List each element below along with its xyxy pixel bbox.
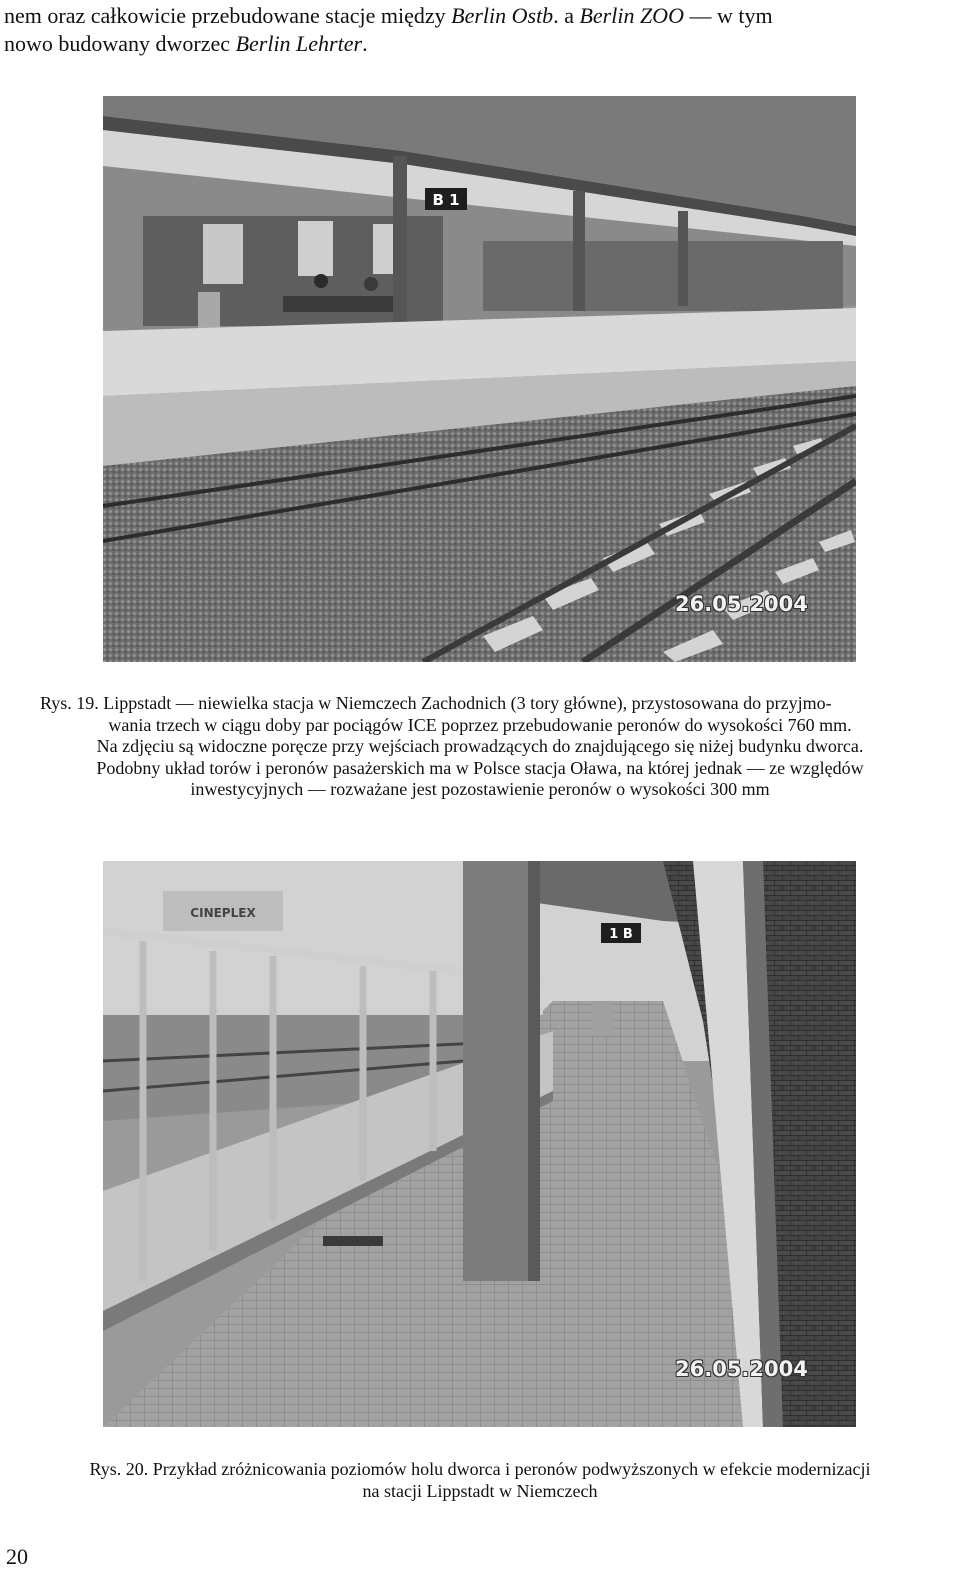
caption-line: Rys. 19. Lippstadt — niewielka stacja w Niemczech Zachodnich (3 tory główne), przystosowana do przyjmo- — [40, 693, 832, 713]
caption-line: wania trzech w ciągu doby par pociągów ICE poprzez przebudowanie peronów do wysokości 760 mm. — [108, 714, 852, 735]
figure-20-caption — [8, 1459, 952, 1502]
photo-station-tracks-illustration — [103, 96, 856, 662]
page-number: 20 — [6, 1544, 28, 1569]
figure-19-caption — [8, 693, 952, 801]
photo-platform-walkway-illustration — [103, 861, 856, 1427]
intro-line-1: nem oraz całkowicie przebudowane stacje między Berlin Ostb. a Berlin ZOO — w tym — [4, 3, 773, 28]
caption-line: na stacji Lippstadt w Niemczech — [362, 1480, 598, 1501]
photo-platform-walkway — [103, 861, 856, 1427]
caption-line: inwestycyjnych — rozważane jest pozostawienie peronów o wysokości 300 mm — [190, 779, 770, 799]
caption-line: Na zdjęciu są widoczne poręcze przy wejściach prowadzących do znajdującego się niżej budynku dworca. — [96, 736, 864, 756]
photo-date-stamp: 26.05.2004 — [675, 592, 808, 616]
caption-line: Podobny układ torów i peronów pasażerskich ma w Polsce stacja Oława, na której jednak — ze względów — [96, 757, 864, 778]
photo-station-tracks — [103, 96, 856, 662]
photo-date-stamp: 26.05.2004 — [675, 1357, 808, 1381]
billboard-cineplex: CINEPLEX — [190, 906, 256, 920]
intro-paragraph — [4, 2, 956, 58]
intro-line-2: nowo budowany dworzec Berlin Lehrter. — [4, 31, 368, 56]
caption-line: Rys. 20. Przykład zróżnicowania poziomów holu dworca i peronów podwyższonych w efekcie modernizacji — [89, 1459, 871, 1479]
platform-sign-1b: 1 B — [609, 927, 633, 942]
platform-sign-b1: B 1 — [432, 191, 460, 209]
